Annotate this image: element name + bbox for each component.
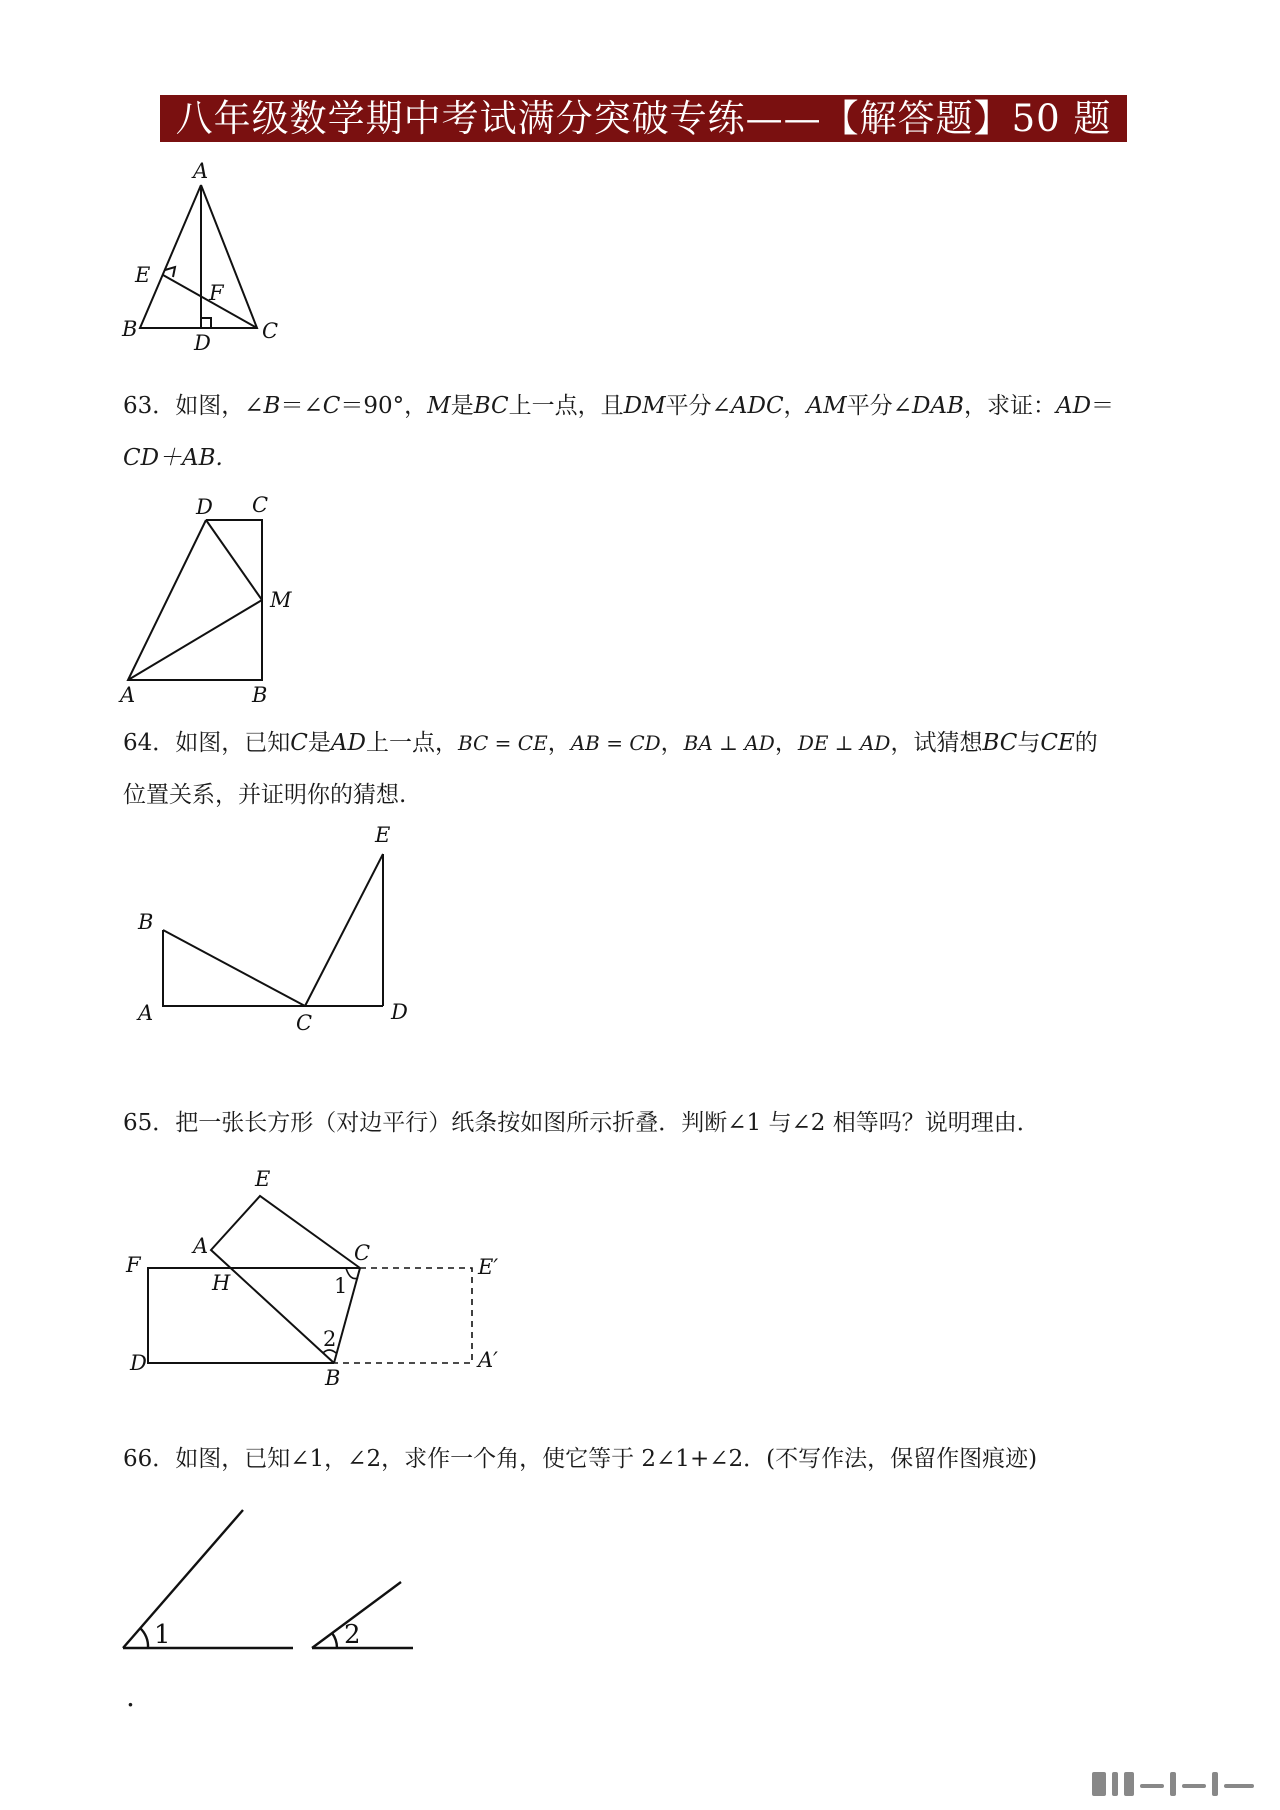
figure-q65 [110, 1160, 530, 1410]
label-c: C [262, 319, 279, 343]
label-c: C [296, 1011, 313, 1035]
label-m: M [270, 588, 292, 612]
label-f: F [126, 1253, 141, 1277]
watermark-bar [1170, 1772, 1176, 1796]
label-a: A [138, 1001, 154, 1025]
label-a: A [193, 1234, 209, 1258]
label-d: D [391, 1000, 408, 1024]
label-d: D [130, 1351, 147, 1375]
label-e: E [135, 263, 151, 287]
watermark-bar [1212, 1772, 1218, 1796]
figure-q66 [110, 1500, 430, 1660]
label-a: A [193, 159, 209, 183]
watermark-bar [1224, 1784, 1254, 1788]
label-a: A [120, 683, 136, 707]
label-b: B [122, 317, 138, 341]
watermark-bar [1112, 1772, 1118, 1796]
label-a-prime: A′ [478, 1348, 498, 1372]
figure-q63 [110, 490, 310, 710]
label-e-prime: E′ [478, 1255, 499, 1279]
watermark-bar [1140, 1784, 1164, 1788]
label-d: D [194, 331, 211, 355]
label-b: B [138, 910, 154, 934]
label-d: D [196, 495, 213, 519]
label-angle-2: 2 [323, 1327, 337, 1351]
figure-q62 [110, 159, 310, 355]
question-65: 65．把一张长方形（对边平行）纸条按如图所示折叠．判断∠1 与∠2 相等吗？说明理由． [123, 1110, 1040, 1136]
label-e: E [375, 823, 391, 847]
label-c: C [252, 493, 269, 517]
label-c: C [354, 1241, 371, 1265]
page-title: 八年级数学期中考试满分突破专练——【解答题】50 题 [160, 95, 1127, 142]
label-h: H [212, 1271, 231, 1295]
label-angle-1: 1 [334, 1274, 348, 1298]
label-angle-1: 1 [154, 1620, 171, 1650]
label-b: B [252, 683, 268, 707]
figure-q64 [110, 820, 430, 1040]
trailing-dot: . [126, 1680, 135, 1713]
watermark-bar [1182, 1784, 1206, 1788]
watermark-bar [1124, 1772, 1134, 1796]
label-angle-2: 2 [344, 1620, 361, 1650]
label-b: B [325, 1366, 341, 1390]
question-66: 66．如图，已知∠1，∠2，求作一个角，使它等于 2∠1+∠2．(不写作法，保留作图痕迹) [123, 1446, 1038, 1472]
question-64: 64．如图，已知C是AD上一点，BC = CE，AB = CD，BA ⊥ AD，DE ⊥ AD，试猜想BC与CE的 位置关系，并证明你的猜想. [123, 730, 1098, 808]
watermark-bar [1092, 1772, 1106, 1796]
question-63: 63．如图，∠B＝∠C＝90°，M是BC上一点，且DM平分∠ADC，AM平分∠DAB，求证：AD＝ CD＋AB. [123, 393, 1115, 471]
label-e: E [255, 1167, 271, 1191]
label-f: F [209, 281, 224, 305]
